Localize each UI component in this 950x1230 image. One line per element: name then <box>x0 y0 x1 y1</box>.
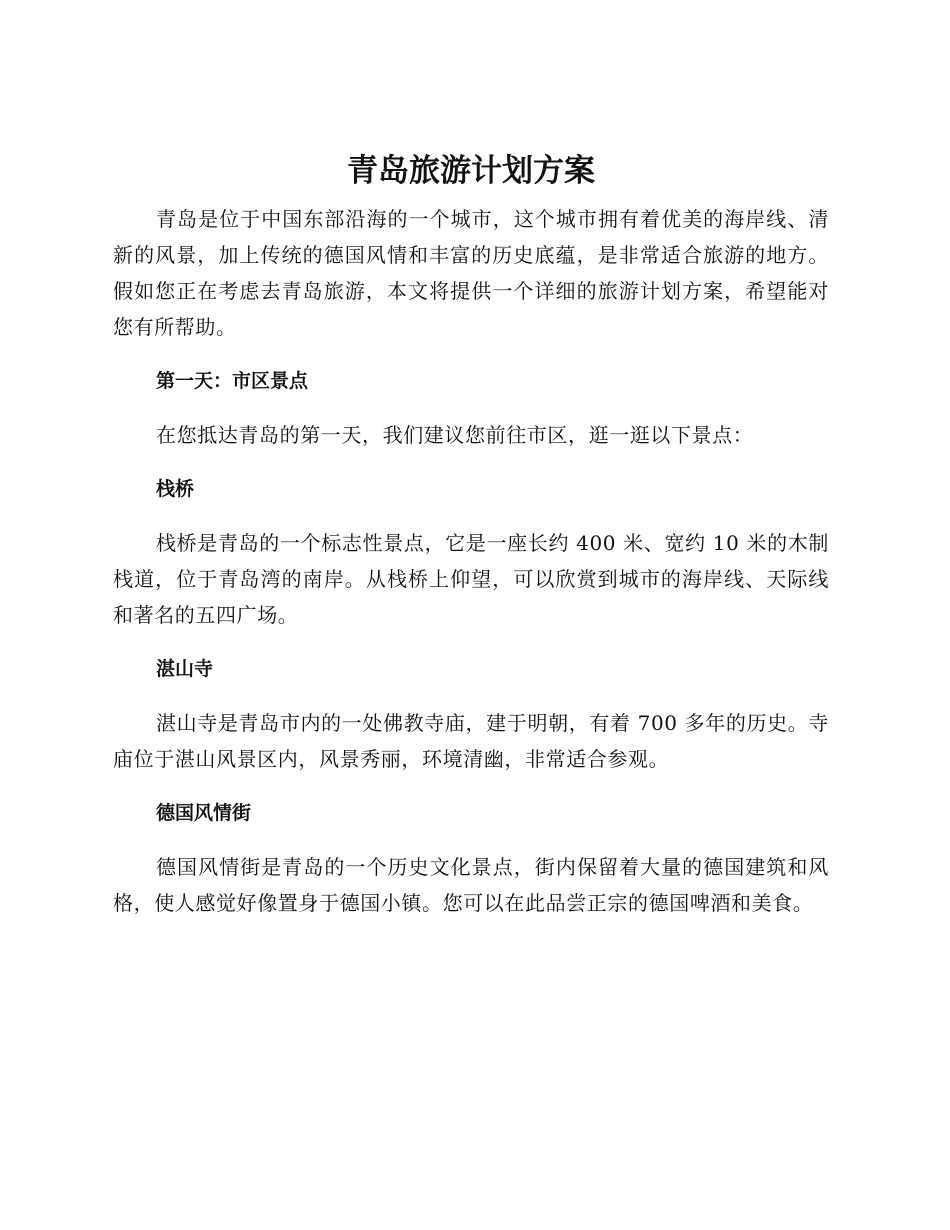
section-body-german-street: 德国风情街是青岛的一个历史文化景点，街内保留着大量的德国建筑和风格，使人感觉好像置身于德国小镇。您可以在此品尝正宗的德国啤酒和美食。 <box>113 855 829 915</box>
section-body-zhanqiao: 栈桥是青岛的一个标志性景点，它是一座长约 400 米、宽约 10 米的木制栈道，位于青岛湾的南岸。从栈桥上仰望，可以欣赏到城市的海岸线、天际线和著名的五四广场。 <box>113 531 829 627</box>
document-page <box>113 147 829 939</box>
day1-intro-paragraph: 在您抵达青岛的第一天，我们建议您前往市区，逛一逛以下景点： <box>156 423 754 447</box>
document-title: 青岛旅游计划方案 <box>347 153 595 189</box>
day1-heading: 第一天：市区景点 <box>156 370 309 392</box>
section-body-zhanshan-temple: 湛山寺是青岛市内的一处佛教寺庙，建于明朝，有着 700 多年的历史。寺庙位于湛山风景区内，风景秀丽，环境清幽，非常适合参观。 <box>113 711 829 771</box>
section-heading-german-street: 德国风情街 <box>156 802 252 824</box>
section-heading-zhanshan-temple: 湛山寺 <box>156 658 214 680</box>
intro-paragraph: 青岛是位于中国东部沿海的一个城市，这个城市拥有着优美的海岸线、清新的风景，加上传统的德国风情和丰富的历史底蕴，是非常适合旅游的地方。假如您正在考虑去青岛旅游，本文将提供一个详细的旅游计划方案，希望能对您有所帮助。 <box>113 207 829 339</box>
section-heading-zhanqiao: 栈桥 <box>156 478 195 500</box>
